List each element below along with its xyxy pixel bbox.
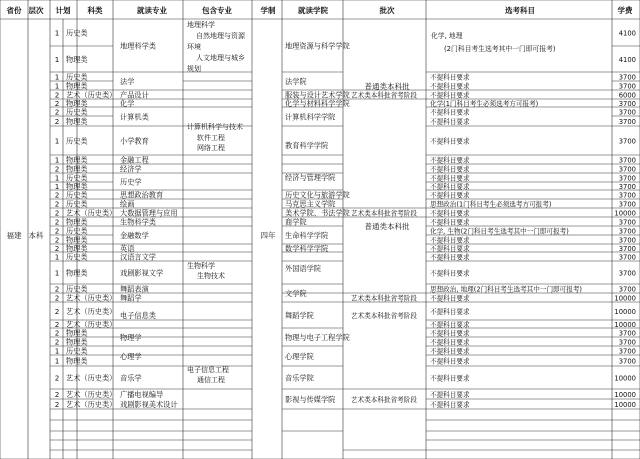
header-fee: 学费 bbox=[617, 6, 633, 15]
fee-cell: 6000 bbox=[618, 91, 636, 100]
plan-cell: 2 bbox=[54, 293, 60, 303]
fee-cell: 10000 bbox=[614, 374, 636, 383]
plan-cell: 1 bbox=[54, 81, 60, 91]
plan-cell: 1 bbox=[54, 173, 60, 183]
plan-cell: 2 bbox=[54, 244, 60, 253]
subject-cell: 不提科目要求 bbox=[430, 253, 470, 262]
college-cell: 教育科学学院 bbox=[285, 141, 329, 150]
includes-cs-2: 软件工程 bbox=[197, 134, 225, 142]
batch-regular-cell-1: 普通类本科批 bbox=[364, 82, 410, 91]
category-cell: 历史类 bbox=[66, 346, 88, 356]
includes-geo-3: 环境 bbox=[187, 43, 201, 51]
province-cell: 福建 bbox=[6, 231, 22, 240]
plan-cell: 2 bbox=[54, 117, 60, 126]
header-level: 层次 bbox=[28, 6, 44, 15]
category-cell: 历史类 bbox=[66, 199, 88, 209]
category-cell: 物理类 bbox=[66, 235, 88, 245]
subject-cell: 不提科目要求 bbox=[430, 347, 470, 356]
plan-cell: 2 bbox=[54, 190, 60, 200]
subject-cell: 不提科目要求 bbox=[430, 183, 470, 191]
art-batch-cell: 艺术类本科批省考阶段 bbox=[351, 294, 417, 303]
plan-cell: 2 bbox=[54, 164, 60, 174]
college-cell: 舞蹈学院 bbox=[285, 311, 314, 320]
fee-cell: 10000 bbox=[614, 321, 636, 329]
plan-cell: 2 bbox=[54, 217, 60, 227]
fee-cell: 3700 bbox=[618, 269, 636, 278]
art-batch-cell: 艺术类本科批省考阶段 bbox=[351, 91, 417, 100]
header-plan: 计划 bbox=[55, 6, 71, 15]
fee-cell: 3700 bbox=[618, 338, 636, 347]
subject-cell: 不提科目要求 bbox=[430, 209, 470, 218]
fee-cell: 3700 bbox=[618, 156, 636, 165]
college-cell: 音乐学院 bbox=[285, 373, 314, 383]
plan-cell: 1 bbox=[54, 136, 60, 146]
art-batch-cell: 艺术类本科批省考阶段 bbox=[351, 396, 417, 404]
header-province: 省份 bbox=[6, 6, 22, 15]
fee-cell: 3700 bbox=[618, 183, 636, 191]
category-cell: 历史类 bbox=[66, 72, 88, 82]
subjects-geo-line1: 化学, 地理 bbox=[431, 32, 463, 40]
fee-cell: 3700 bbox=[618, 285, 636, 294]
includes-ee-2: 通信工程 bbox=[197, 376, 225, 384]
major-cell: 舞蹈表演 bbox=[120, 284, 149, 294]
category-cell: 物理类 bbox=[66, 164, 88, 174]
table-body bbox=[55, 29, 636, 410]
subject-cell: 不提科目要求 bbox=[430, 294, 470, 303]
major-cell: 舞蹈学 bbox=[120, 293, 142, 303]
category-cell: 物理类 bbox=[66, 117, 88, 126]
category-cell: 物理类 bbox=[66, 328, 88, 338]
major-cell: 音乐学 bbox=[120, 373, 142, 383]
college-cell: 化学与材料科学学院 bbox=[285, 99, 350, 108]
plan-cell: 2 bbox=[54, 208, 60, 218]
plan-cell: 2 bbox=[54, 90, 60, 100]
fee-cell: 3700 bbox=[618, 118, 636, 126]
batch-regular-cell-2: 普通类本科批 bbox=[364, 222, 410, 231]
major-cell: 产品设计 bbox=[120, 90, 149, 100]
subject-cell: 化学, 生物(2门科目考生选考其中一门即可报考) bbox=[430, 227, 569, 236]
plan-cell: 1 bbox=[54, 55, 60, 64]
includes-geo-5: 规划 bbox=[187, 65, 201, 73]
plan-cell: 1 bbox=[54, 72, 60, 82]
subject-cell: 不提科目要求 bbox=[430, 91, 470, 100]
plan-cell: 2 bbox=[54, 99, 60, 108]
subject-cell: 不提科目要求 bbox=[430, 236, 470, 245]
category-cell: 艺术（历史类） bbox=[66, 400, 117, 409]
fee-cell: 4100 bbox=[618, 29, 636, 38]
category-cell: 物理类 bbox=[66, 337, 88, 347]
major-cell: 戏剧影视文学 bbox=[120, 268, 164, 278]
category-cell: 历史类 bbox=[66, 190, 88, 200]
includes-geo-2: 自然地理与资源 bbox=[196, 32, 245, 40]
subject-cell: 不提科目要求 bbox=[430, 245, 470, 253]
major-cell: 小学教育 bbox=[120, 136, 149, 146]
college-cell: 物理与电子工程学院 bbox=[285, 333, 350, 342]
major-cell: 生物科学类 bbox=[120, 217, 156, 227]
college-cell: 外国语学院 bbox=[285, 264, 321, 273]
major-cell: 化学 bbox=[120, 99, 135, 108]
fee-cell: 10000 bbox=[614, 209, 636, 218]
plan-cell: 2 bbox=[54, 199, 60, 209]
subject-cell: 不提科目要求 bbox=[430, 73, 470, 82]
includes-bio-2: 生物技术 bbox=[197, 272, 225, 280]
plan-cell: 2 bbox=[54, 107, 60, 117]
fee-cell: 3700 bbox=[618, 100, 636, 108]
category-cell: 物理类 bbox=[66, 268, 88, 278]
category-cell: 艺术（历史类） bbox=[66, 373, 117, 383]
fee-cell: 3700 bbox=[618, 253, 636, 262]
college-cell: 计算机科学学院 bbox=[285, 112, 336, 122]
plan-cell: 2 bbox=[54, 235, 60, 245]
college-cell: 经济与管理学院 bbox=[285, 173, 336, 182]
category-cell: 艺术（历史类） bbox=[66, 390, 117, 399]
fee-cell: 10000 bbox=[614, 391, 636, 399]
subject-cell: 不提科目要求 bbox=[430, 391, 470, 399]
fee-cell: 3700 bbox=[618, 191, 636, 200]
major-cell: 经济学 bbox=[120, 164, 142, 174]
subject-cell: 不提科目要求 bbox=[430, 82, 470, 91]
header-college: 就读学院 bbox=[298, 6, 328, 15]
fee-cell: 3700 bbox=[618, 218, 636, 227]
subject-cell: 不提科目要求 bbox=[430, 118, 470, 126]
subject-cell: 不提科目要求 bbox=[430, 374, 470, 383]
subject-cell: 不提科目要求 bbox=[430, 165, 470, 174]
subject-cell: 不提科目要求 bbox=[430, 269, 470, 278]
category-cell: 物理类 bbox=[66, 356, 88, 366]
plan-cell: 1 bbox=[54, 356, 60, 366]
college-cell: 商学院 bbox=[285, 217, 307, 227]
category-cell: 物理类 bbox=[66, 55, 88, 64]
major-cell: 金融数学 bbox=[120, 231, 149, 240]
category-cell: 历史类 bbox=[66, 226, 88, 236]
category-cell: 艺术（历史类） bbox=[66, 293, 117, 303]
plan-cell: 1 bbox=[54, 346, 60, 356]
major-cell: 法学 bbox=[120, 77, 135, 86]
fee-cell: 4100 bbox=[618, 56, 636, 64]
header-duration: 学制 bbox=[260, 6, 276, 15]
header-category: 科类 bbox=[87, 6, 103, 15]
fee-cell: 3700 bbox=[618, 347, 636, 356]
includes-ee-1: 电子信息工程 bbox=[187, 366, 229, 374]
header-major: 就读专业 bbox=[137, 6, 167, 15]
major-cell: 戏剧影视美术设计 bbox=[120, 400, 178, 409]
plan-cell: 2 bbox=[54, 284, 60, 294]
subject-cell: 不提科目要求 bbox=[430, 329, 470, 338]
major-cell: 计算机类 bbox=[120, 112, 149, 122]
subject-cell: 不提科目要求 bbox=[430, 308, 470, 316]
college-cell: 数学科学学院 bbox=[285, 244, 329, 253]
header-subjects: 选考科目 bbox=[505, 6, 535, 15]
plan-cell: 2 bbox=[54, 328, 60, 338]
plan-cell: 2 bbox=[54, 390, 60, 399]
college-cell: 马克思主义学院 bbox=[285, 199, 336, 209]
includes-geo-1: 地理科学 bbox=[187, 21, 215, 29]
category-cell: 艺术（历史类） bbox=[66, 320, 117, 329]
category-cell: 艺术（历史类） bbox=[66, 208, 117, 218]
category-cell: 物理类 bbox=[66, 217, 88, 227]
category-cell: 历史类 bbox=[66, 107, 88, 117]
college-cell: 文学院 bbox=[285, 289, 307, 298]
category-cell: 艺术（历史类） bbox=[66, 307, 117, 316]
major-cell: 广播电视编导 bbox=[120, 390, 164, 399]
category-cell: 历史类 bbox=[66, 136, 88, 146]
fee-cell: 3700 bbox=[618, 165, 636, 174]
subject-cell: 不提科目要求 bbox=[430, 321, 470, 329]
category-cell: 历史类 bbox=[66, 28, 88, 38]
plan-cell: 2 bbox=[54, 373, 60, 383]
subject-cell: 不提科目要求 bbox=[430, 401, 470, 409]
college-cell: 美术学院、书法学院 bbox=[285, 208, 350, 218]
fee-cell: 3700 bbox=[618, 227, 636, 236]
major-cell: 电子信息类 bbox=[120, 311, 156, 320]
subject-cell: 不提科目要求 bbox=[430, 218, 470, 227]
subjects-geo-line2: (2门科目考生选考其中一门即可报考) bbox=[444, 45, 556, 53]
subject-cell: 不提科目要求 bbox=[430, 338, 470, 347]
category-cell: 物理类 bbox=[66, 99, 88, 108]
fee-cell: 3700 bbox=[618, 108, 636, 117]
includes-cs-1: 计算机科学与技术 bbox=[187, 123, 243, 131]
fee-cell: 10000 bbox=[614, 308, 636, 316]
includes-cs-3: 网络工程 bbox=[197, 144, 225, 152]
includes-geo-4: 人文地理与城乡 bbox=[196, 54, 245, 62]
fee-cell: 10000 bbox=[614, 294, 636, 303]
subject-cell: 不提科目要求 bbox=[430, 191, 470, 200]
duration-cell: 四年 bbox=[260, 231, 276, 240]
college-cell: 生命科学学院 bbox=[285, 231, 329, 240]
category-cell: 历史类 bbox=[66, 284, 88, 294]
art-batch-cell: 艺术类本科批省考阶段 bbox=[351, 209, 417, 218]
fee-cell: 3700 bbox=[618, 329, 636, 338]
major-cell: 历史学 bbox=[120, 177, 142, 187]
category-cell: 历史类 bbox=[66, 173, 88, 183]
plan-cell: 2 bbox=[54, 400, 60, 409]
fee-cell: 10000 bbox=[614, 401, 636, 409]
major-cell: 大数据管理与应用 bbox=[120, 208, 178, 218]
subject-cell: 不提科目要求 bbox=[430, 357, 470, 366]
plan-cell: 1 bbox=[54, 268, 60, 278]
major-cell: 心理学 bbox=[120, 352, 142, 361]
college-cell: 法学院 bbox=[285, 77, 307, 86]
plan-cell: 2 bbox=[54, 307, 60, 316]
category-cell: 物理类 bbox=[66, 155, 88, 165]
subject-cell: 不提科目要求 bbox=[430, 156, 470, 165]
plan-cell: 1 bbox=[54, 155, 60, 165]
plan-cell: 1 bbox=[54, 28, 60, 38]
college-cell: 历史文化与旅游学院 bbox=[285, 190, 350, 200]
college-cell: 服装与设计艺术学院 bbox=[285, 90, 350, 100]
subject-cell: 化学(1门科目考生必须选考方可报考) bbox=[430, 100, 539, 108]
subject-cell: 思想政治, 地理(2门科目考生选考其中一门即可报考) bbox=[430, 285, 582, 294]
fee-cell: 3700 bbox=[618, 245, 636, 253]
major-cell: 物理学 bbox=[120, 333, 142, 342]
fee-cell: 3700 bbox=[618, 73, 636, 82]
header-includes: 包含专业 bbox=[202, 6, 232, 15]
major-cell: 汉语言文学 bbox=[120, 252, 156, 262]
includes-bio-1: 生物科学 bbox=[187, 262, 215, 270]
major-cell: 绘画 bbox=[120, 199, 135, 209]
plan-cell: 1 bbox=[54, 182, 60, 191]
subject-cell: 不提科目要求 bbox=[430, 174, 470, 183]
header-row bbox=[7, 5, 633, 15]
college-cell: 心理学院 bbox=[285, 352, 314, 361]
category-cell: 历史类 bbox=[66, 252, 88, 262]
major-cell: 地理科学类 bbox=[120, 41, 156, 51]
fee-cell: 3700 bbox=[618, 357, 636, 366]
plan-cell: 2 bbox=[54, 226, 60, 236]
plan-cell: 2 bbox=[54, 320, 60, 329]
major-cell: 英语 bbox=[120, 244, 135, 253]
major-cell: 思想政治教育 bbox=[120, 190, 164, 200]
college-cell: 影视与传媒学院 bbox=[285, 395, 336, 404]
category-cell: 物理类 bbox=[66, 81, 88, 91]
header-batch: 批次 bbox=[379, 6, 395, 15]
category-cell: 物理类 bbox=[66, 244, 88, 253]
level-cell: 本科 bbox=[28, 231, 44, 240]
subject-cell: 不提科目要求 bbox=[430, 137, 470, 146]
college-cell: 地理资源与科学学院 bbox=[285, 41, 350, 51]
subject-cell: 不提科目要求 bbox=[430, 108, 470, 117]
major-cell: 金融工程 bbox=[120, 155, 149, 165]
plan-cell: 1 bbox=[54, 252, 60, 262]
plan-cell: 2 bbox=[54, 337, 60, 347]
art-batch-cell: 艺术类本科批省考阶段 bbox=[351, 312, 417, 320]
fee-cell: 3700 bbox=[618, 174, 636, 183]
fee-cell: 3700 bbox=[618, 200, 636, 209]
subject-cell: 思想政治(1门科目考生必须选考方可报考) bbox=[430, 200, 552, 209]
category-cell: 物理类 bbox=[66, 182, 88, 191]
fee-cell: 3700 bbox=[618, 236, 636, 245]
category-cell: 艺术（历史类） bbox=[66, 90, 117, 100]
fee-cell: 3700 bbox=[618, 82, 636, 91]
fee-cell: 3700 bbox=[618, 137, 636, 146]
